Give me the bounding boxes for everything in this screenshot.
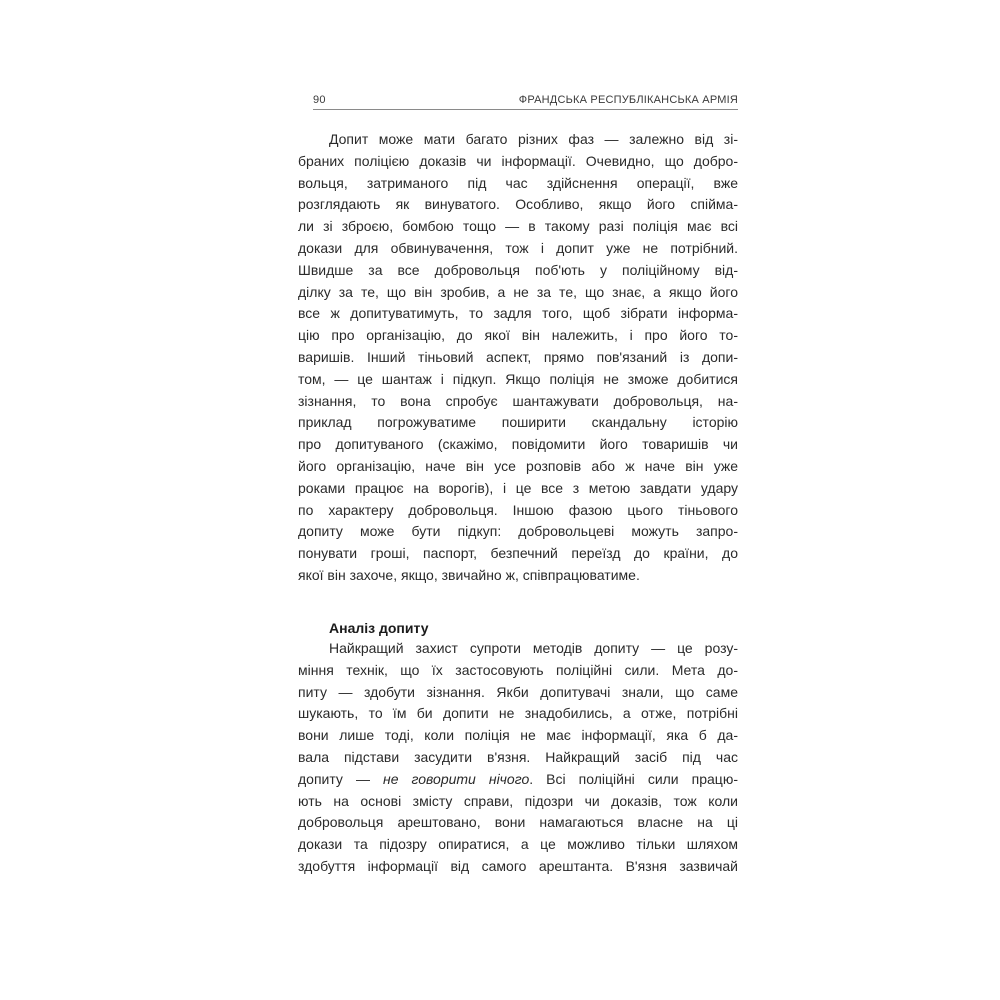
emphasized-text: не говорити нічого [382,770,530,787]
text-line: Найкращий захист супроти методів допиту — це розу- [329,640,738,656]
text-line: добровольця арештовано, вони намагаються власне на ці [298,814,738,831]
text-line: варишів. Інший тіньовий аспект, прямо пов'язаний із допи- [298,348,738,365]
text-line: приклад погрожуватиме поширити скандальну історію [298,414,738,431]
text-line: цію про організацію, до якої він належить, і про його то- [298,327,738,344]
running-head-title: ФРАНДСЬКА РЕСПУБЛІКАНСЬКА АРМІЯ [518,94,738,106]
text-line: його організацію, наче він усе розповів або ж наче він уже [298,457,738,474]
text-line: том, — це шантаж і підкуп. Якщо поліція не зможе добитися [298,370,738,387]
text-line: здобуття інформації від самого арештанта. В'язня зазвичай [298,857,738,874]
text-line: докази та підозру опиратися, а це можливо тільки шляхом [298,836,738,853]
text-line: вольця, затриманого під час здійснення операції, вже [298,174,738,191]
text-line: міння технік, що їх застосовують поліційні сили. Мета до- [298,661,738,678]
text-line: ділку за те, що він зробив, а не за те, що знає, а якщо його [298,283,738,300]
text-line: все ж допитуватимуть, то задля того, щоб зібрати інформа- [298,305,738,322]
text-line: ли зі зброєю, бомбою тощо — в такому разі поліція має всі [298,218,738,235]
text-line: Швидше за все добровольця поб'ють у поліційному від- [298,261,738,278]
text-line: розглядають як винуватого. Особливо, якщо його спійма- [298,196,738,213]
text-line: Допит може мати багато різних фаз — залежно від зі- [329,131,738,147]
text-line: по характеру добровольця. Іншою фазою цього тіньового [298,501,738,518]
text-line: зізнання, то вона спробує шантажувати добровольця, на- [298,392,738,409]
text-line: вони лише тоді, коли поліція не має інформації, яка б да- [298,727,738,744]
text-line: питу — здобути зізнання. Якби допитувачі знали, що саме [298,683,738,700]
text-line: ють на основі змісту справи, підозри чи доказів, тож коли [298,792,738,809]
text-line: роками працює на ворогів), і це все з метою завдати удару [298,479,738,496]
text-line: якої він захоче, якщо, звичайно ж, співпрацюватиме. [298,566,640,583]
paragraph-interrogation-analysis [298,638,738,878]
paragraph-interrogation-phases [298,129,738,587]
header-rule [313,109,738,110]
text-line: допиту може бути підкуп: добровольцеві можуть запро- [298,523,738,540]
text-line: про допитуваного (скажімо, повідомити його товаришів чи [298,436,738,453]
text-line: понувати гроші, паспорт, безпечний переїзд до країни, до [298,545,738,562]
text-line: браних поліцією доказів чи інформації. Очевидно, що добро- [298,152,738,169]
text-line: докази для обвинувачення, тож і допит уже не потрібний. [298,239,738,256]
running-head [313,94,738,110]
text-line: шукають, то їм би допити не знадобились, а отже, потрібні [298,705,738,722]
text-line: вала підстави засудити в'язня. Найкращий засіб під час [298,748,738,765]
page-number: 90 [313,94,326,106]
text-fragment: допиту — [298,770,383,787]
section-heading: Аналіз допиту [329,620,429,636]
text-line-with-emphasis [298,769,738,791]
text-fragment: . Всі поліційні сили працю- [529,770,738,787]
